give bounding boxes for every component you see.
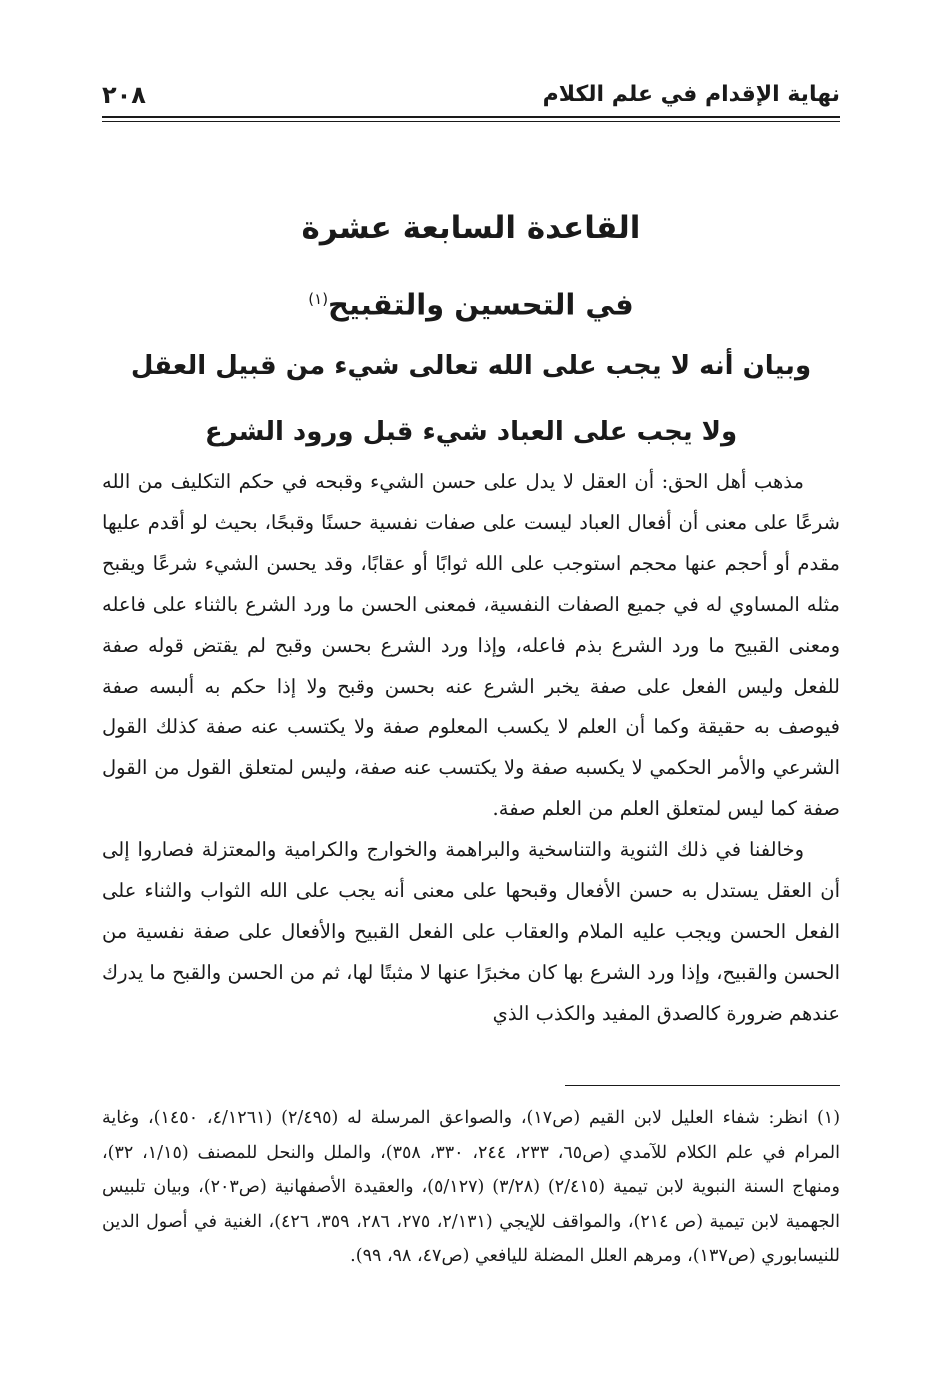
- subheading-line-1: وبيان أنه لا يجب على الله تعالى شيء من قبيل العقل: [130, 351, 812, 381]
- footnote-ref: (١): [308, 290, 329, 308]
- main-text: [102, 462, 840, 1035]
- paragraph-2: وخالفنا في ذلك الثنوية والتناسخية والبراهمة والخوارج والكرامية والمعتزلة فصاروا إلى أن العقل يستدل به حسن الأفعال وقبحها على معنى أنه يجب على الله الثواب والثناء على الفعل الحسن ويجب عليه الملام والعقاب على الفعل القبيح والأفعال على صفة نفسية من الحسن والقبيح، وإذا ورد الشرع بها كان مخبرًا عنها لا مثبتًا لها، ثم من الحسن والقبح ما يدرك عندهم ضرورة كالصدق المفيد والكذب الذي: [102, 838, 840, 1025]
- header-rule: [102, 116, 840, 118]
- footnotes: [102, 1101, 840, 1274]
- subject-heading: [102, 271, 840, 333]
- page-number: ٢٠٨: [102, 81, 146, 109]
- subject-heading-text: في التحسين والتقبيح: [328, 287, 634, 322]
- chapter-heading: القاعدة السابعة عشرة: [301, 210, 641, 246]
- paragraph-1: مذهب أهل الحق: أن العقل لا يدل على حسن الشيء وقبحه في حكم التكليف من الله شرعًا على معنى أن أفعال العباد ليست على صفات نفسية حسنًا وقبحًا، بحيث لو أقدم عليها مقدم أو أحجم عنها محجم استوجب على الله ثوابًا أو عقابًا، وقد يحسن الشيء شرعًا ويقبح مثله المساوي له في جميع الصفات النفسية، فمعنى الحسن ما ورد الشرع بالثناء على فاعله ومعنى القبيح ما ورد الشرع بذم فاعله، وإذا ورد الشرع بحسن وقبح لم يقتض قوله صفة للفعل وليس الفعل على صفة يخبر الشرع عنه بحسن وقبح ولا إذا حكم به ألبسه صفة فيوصف به حقيقة وكما أن العلم لا يكسب المعلوم صفة ولا يكتسب عنه صفة كذلك القول الشرعي والأمر الحكمي لا يكسبه صفة ولا يكتسب عنه صفة، وليس لمتعلق القول من القول صفة كما ليس لمتعلق العلم من العلم صفة.: [102, 470, 840, 821]
- book-title: نهاية الإقدام في علم الكلام: [542, 82, 840, 107]
- subheading-line-2: ولا يجب على العباد شيء قبل ورود الشرع: [204, 417, 738, 447]
- footnote-1: (١) انظر: شفاء العليل لابن القيم (ص١٧)، والصواعق المرسلة له (٢/٤٩٥) (٤/١٢٦١، ١٤٥٠)، وغاية المرام في علم الكلام للآمدي (ص٦٥، ٢٣٣، ٢٤٤، ٣٣٠، ٣٥٨)، والملل والنحل للمصنف (١/١٥، ٣٢)، ومنهاج السنة النبوية لابن تيمية (٢/٤١٥) (٣/٢٨) (٥/١٢٧)، والعقيدة الأصفهانية (ص٢٠٣)، وبيان تلبيس الجهمية لابن تيمية (ص ٢١٤)، والمواقف للإيجي (٢/١٣١، ٢٧٥، ٢٨٦، ٣٥٩، ٤٢٦)، الغنية في أصول الدين للنيسابوري (ص١٣٧)، ومرهم العلل المضلة لليافعي (ص٤٧، ٩٨، ٩٩).: [102, 1108, 841, 1267]
- header-rule-thin: [102, 121, 840, 122]
- footnote-separator: [565, 1085, 840, 1086]
- running-header: [102, 78, 840, 122]
